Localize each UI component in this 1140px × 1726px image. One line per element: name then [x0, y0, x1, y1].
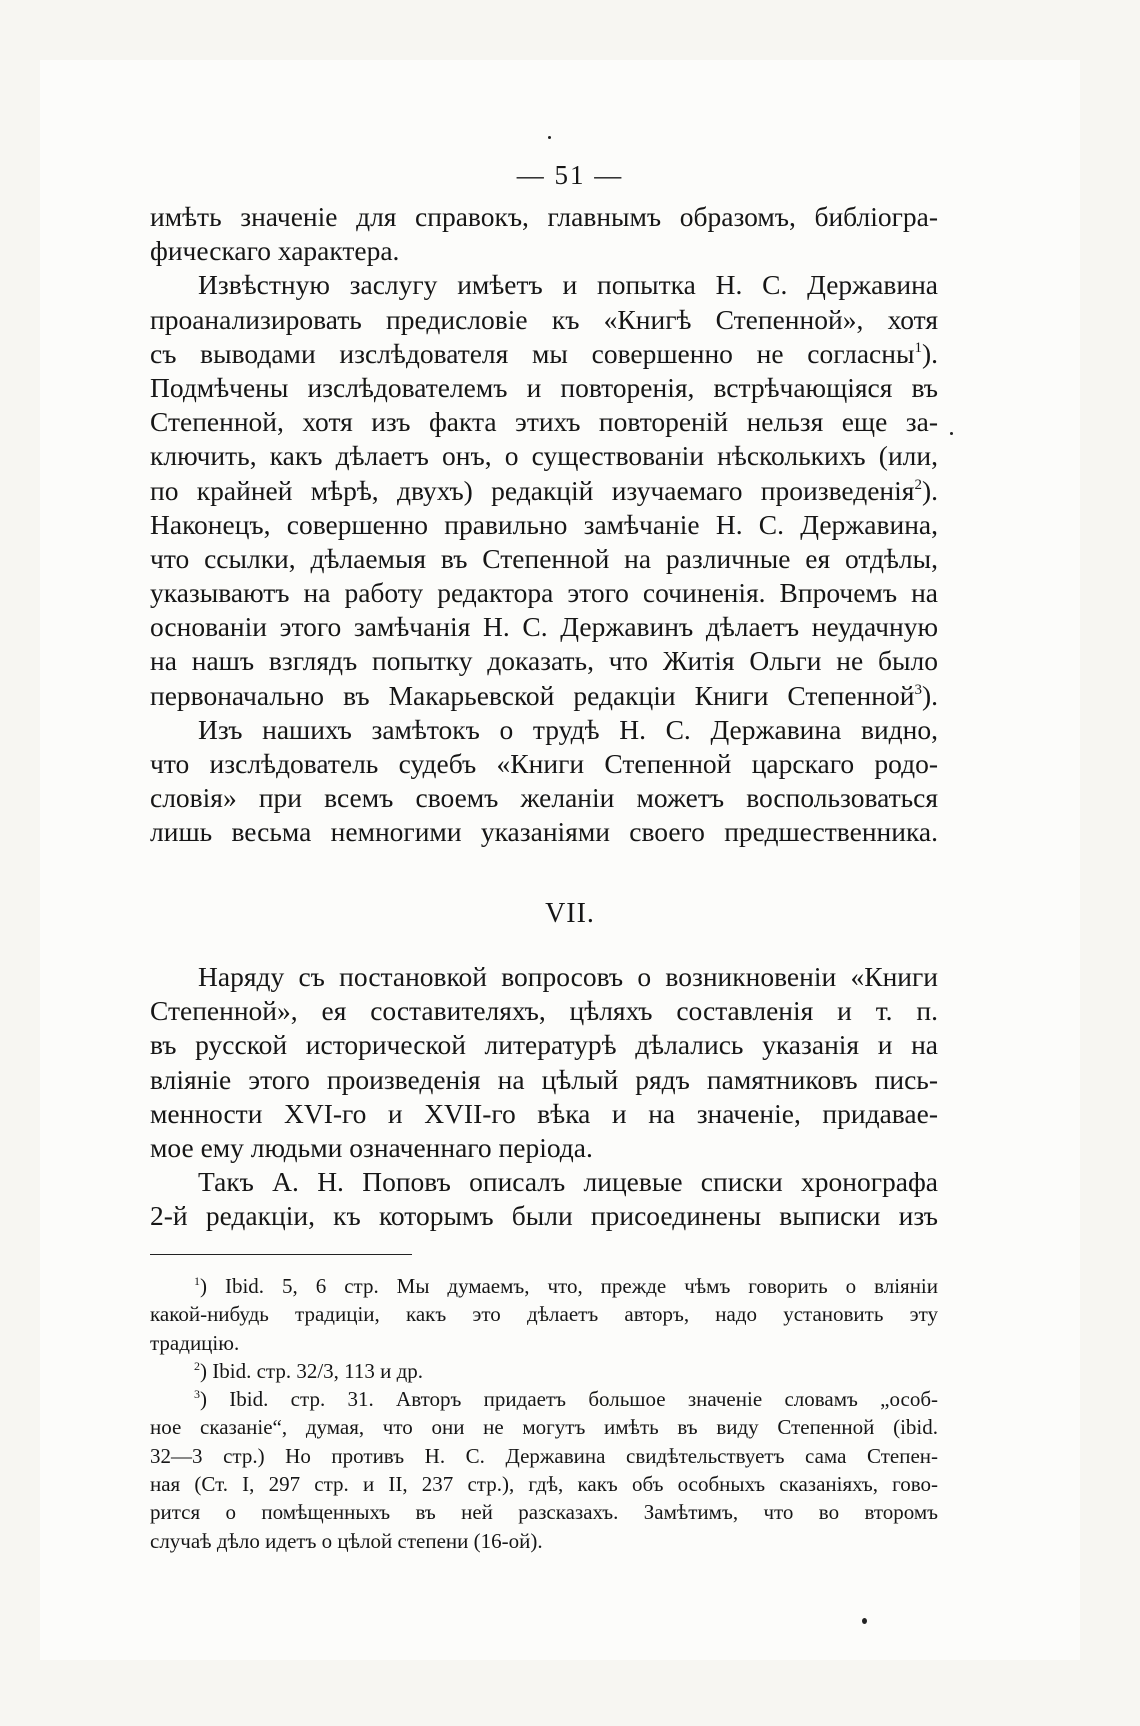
text-segment: ). — [921, 337, 938, 369]
text-line: основаніи этого замѣчанія Н. С. Державинъ дѣлаетъ неудачную — [150, 611, 938, 643]
text-segment: ). — [921, 474, 938, 506]
text-segment: съ выводами изслѣдователя мы совершенно не согласны — [150, 337, 915, 369]
text-line: 2-й редакціи, къ которымъ были присоединены выписки изъ — [150, 1200, 938, 1232]
footnote-mark: 3 — [194, 1387, 200, 1402]
main-text-upper — [150, 200, 938, 850]
footnote-line: 32—3 стр.) Но противъ Н. С. Державина свидѣтельствуетъ сама Степен- — [150, 1443, 938, 1468]
text-segment: по крайней мѣрѣ, двухъ) редакцій изучаемаго произведенія — [150, 474, 915, 506]
footnote-line: ное сказаніе“, думая, что они не могутъ имѣть въ виду Степенной (ibid. — [150, 1415, 938, 1440]
footnote-mark: 1 — [194, 1274, 200, 1288]
page-number: — 51 — — [516, 160, 624, 190]
text-line: словія» при всемъ своемъ желаніи можетъ воспользоваться — [150, 782, 938, 814]
footnote-line: традицію. — [150, 1330, 240, 1355]
text-line: проанализировать предисловіе къ «Книгѣ Степенной», хотя — [150, 303, 938, 335]
footnote-line: рится о помѣщенныхъ въ ней разсказахъ. Замѣтимъ, что во второмъ — [150, 1500, 938, 1525]
text-segment: первоначально въ Макарьевской редакціи Книги Степенной — [150, 679, 915, 711]
footnote-line: какой-нибудь традиціи, какъ это дѣлаетъ авторъ, надо установить эту — [150, 1302, 938, 1327]
text-line: Наконецъ, совершенно правильно замѣчаніе Н. С. Державина, — [150, 508, 938, 540]
footnote-divider — [150, 1254, 412, 1255]
section-heading: VII. — [545, 898, 595, 929]
text-line: въ русской исторической литературѣ дѣлались указанія и на — [150, 1029, 938, 1061]
text-segment: ) Ibid. стр. 31. Авторъ придаетъ большое значеніе словамъ „особ- — [200, 1387, 938, 1412]
text-line: менности XVI-го и XVII-го вѣка и на значеніе, придавае- — [150, 1097, 938, 1129]
text-line: Такъ А. Н. Поповъ описалъ лицевые списки хронографа — [198, 1166, 938, 1198]
footnote-mark: 2 — [194, 1358, 200, 1373]
text-line: вліяніе этого произведенія на цѣлый рядъ памятниковъ пись- — [150, 1063, 938, 1095]
text-line — [150, 337, 938, 371]
footnotes — [150, 1272, 938, 1555]
scan-speck — [548, 136, 551, 139]
scan-speck — [862, 1618, 867, 1624]
footnote-line: ная (Ст. I, 297 стр. и II, 237 стр.), гдѣ, какъ объ особныхъ сказаніяхъ, гово- — [150, 1472, 938, 1497]
main-text-lower — [150, 960, 938, 1234]
footnote-ref: 1 — [914, 339, 922, 356]
text-segment: ). — [921, 679, 938, 711]
text-line — [150, 474, 938, 508]
text-line: Степенной, хотя изъ факта этихъ повтореній нельзя еще за- — [150, 406, 938, 438]
text-line: имѣть значеніе для справокъ, главнымъ образомъ, библіогра- — [150, 201, 938, 232]
scan-speck — [950, 432, 953, 435]
text-line — [150, 679, 938, 713]
text-segment: ) Ibid. 5, 6 стр. Мы думаемъ, что, прежде чѣмъ говорить о вліяніи — [200, 1274, 938, 1298]
text-segment: ) Ibid. стр. 32/3, 113 и др. — [200, 1358, 424, 1383]
text-line: Изъ нашихъ замѣтокъ о трудѣ Н. С. Державина видно, — [198, 713, 938, 745]
text-line: ключить, какъ дѣлаетъ онъ, о существованіи нѣсколькихъ (или, — [150, 440, 938, 472]
text-line: Наряду съ постановкой вопросовъ о возникновеніи «Книги — [198, 961, 938, 992]
footnote-line — [150, 1272, 938, 1300]
footnote-line — [150, 1357, 938, 1385]
footnote-line: случаѣ дѣло идетъ о цѣлой степени (16-ой). — [150, 1528, 543, 1553]
footnote-ref: 3 — [914, 681, 922, 698]
text-line: Степенной», ея составителяхъ, цѣляхъ составленія и т. п. — [150, 995, 938, 1027]
text-line: указываютъ на работу редактора этого сочиненія. Впрочемъ на — [150, 577, 938, 609]
text-line: Извѣстную заслугу имѣетъ и попытка Н. С. Державина — [198, 269, 938, 301]
text-line: фическаго характера. — [150, 235, 400, 267]
text-line: на нашъ взглядъ попытку доказать, что Житія Ольги не было — [150, 645, 938, 677]
text-line: что изслѣдователь судебъ «Книги Степенной царскаго родо- — [150, 748, 938, 779]
text-line: мое ему людьми означеннаго періода. — [150, 1131, 593, 1163]
footnote-line — [150, 1385, 938, 1413]
text-line: Подмѣчены изслѣдователемъ и повторенія, встрѣчающіяся въ — [150, 371, 938, 403]
text-line: лишь весьма немногими указаніями своего предшественника. — [150, 816, 938, 848]
text-line: что ссылки, дѣлаемыя въ Степенной на различные ея отдѣлы, — [150, 542, 938, 574]
footnote-ref: 2 — [914, 476, 922, 493]
